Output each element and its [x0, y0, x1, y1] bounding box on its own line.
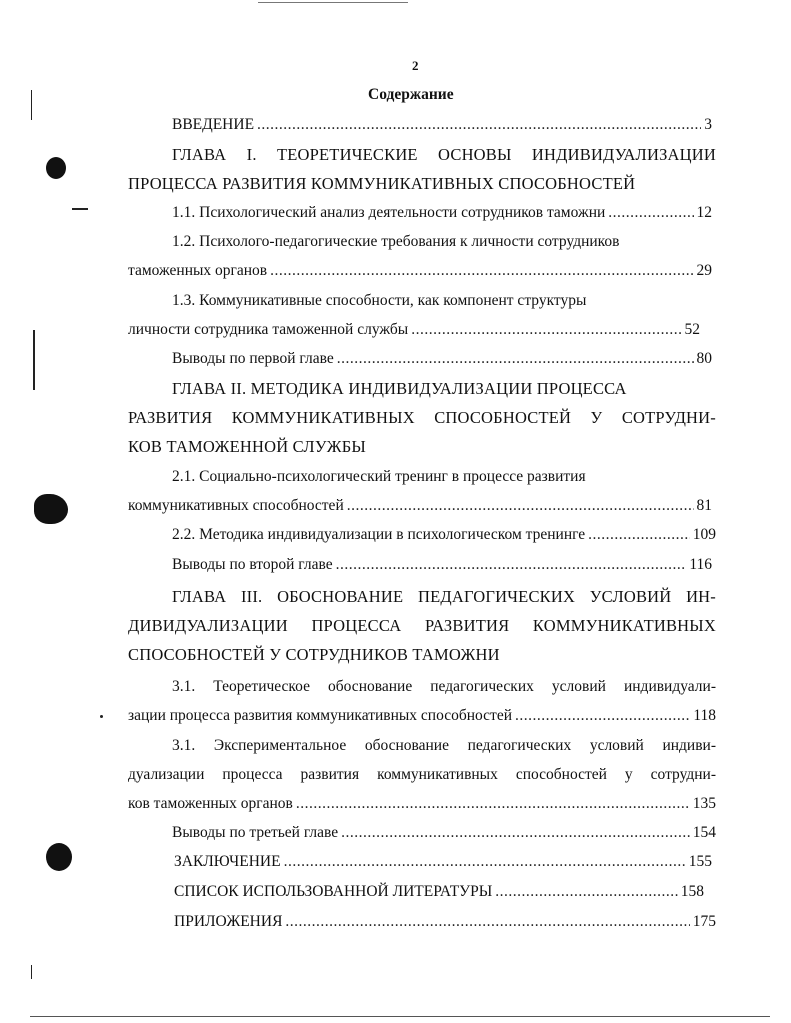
leader-dots [336, 553, 687, 577]
page-title: Содержание [368, 86, 454, 103]
toc-page-number: 29 [696, 262, 712, 279]
toc-entry-conclusions-3 [172, 821, 716, 845]
toc-entry-3-2 [128, 792, 716, 816]
toc-entry-title: ВВЕДЕНИЕ [172, 116, 255, 133]
toc-entry-1-1 [172, 201, 712, 225]
margin-mark [33, 330, 35, 390]
toc-page-number: 116 [689, 556, 712, 573]
toc-entry-title: личности сотрудника таможенной службы [128, 321, 409, 338]
toc-entry-title: ков таможенных органов [128, 795, 293, 812]
leader-dots [341, 821, 690, 845]
leader-dots [270, 259, 693, 283]
leader-dots [411, 318, 681, 342]
scan-bottom-line [30, 1016, 770, 1017]
toc-entry-title: Выводы по первой главе [172, 350, 334, 367]
toc-entry-3-2-line2: дуализации процесса развития коммуникативных способностей у сотрудни- [128, 766, 716, 783]
toc-entry-title: Выводы по второй главе [172, 556, 333, 573]
toc-page-number: 118 [693, 707, 716, 724]
toc-entry-appendix [174, 910, 716, 934]
toc-entry-2-1-line1: 2.1. Социально-психологический тренинг в процессе развития [172, 468, 586, 485]
toc-entry-title: зации процесса развития коммуникативных способностей [128, 707, 512, 724]
toc-page-number: 109 [692, 526, 716, 543]
toc-page-number: 175 [692, 913, 716, 930]
margin-mark [72, 208, 88, 210]
toc-page-number: 3 [704, 116, 712, 133]
toc-chapter-1-line1: ГЛАВА I. ТЕОРЕТИЧЕСКИЕ ОСНОВЫ ИНДИВИДУАЛИЗАЦИИ [172, 145, 716, 164]
toc-entry-title: 2.2. Методика индивидуализации в психологическом тренинге [172, 526, 586, 543]
toc-entry-intro [172, 113, 712, 137]
leader-dots [608, 201, 693, 225]
toc-entry-title: ПРИЛОЖЕНИЯ [174, 913, 283, 930]
toc-entry-title: СПИСОК ИСПОЛЬЗОВАННОЙ ЛИТЕРАТУРЫ [174, 883, 493, 900]
margin-mark [100, 715, 103, 718]
margin-mark [31, 90, 32, 120]
toc-entry-1-3 [128, 318, 700, 342]
punch-hole-top [46, 157, 66, 179]
leader-dots [296, 792, 690, 816]
toc-entry-2-2 [172, 523, 716, 547]
leader-dots [588, 523, 690, 547]
toc-page-number: 12 [696, 204, 712, 221]
leader-dots [285, 910, 689, 934]
punch-hole-bottom [46, 843, 72, 871]
toc-entry-references [174, 880, 704, 904]
toc-entry-1-2 [128, 259, 712, 283]
punch-hole-middle [34, 494, 68, 524]
toc-entry-2-1 [128, 494, 712, 518]
leader-dots [347, 494, 694, 518]
toc-page-number: 155 [688, 853, 712, 870]
toc-entry-title: ЗАКЛЮЧЕНИЕ [174, 853, 281, 870]
toc-page-number: 52 [684, 321, 700, 338]
toc-entry-title: 1.1. Психологический анализ деятельности сотрудников таможни [172, 204, 606, 221]
scan-top-line [258, 2, 408, 3]
toc-entry-3-1-line1: 3.1. Теоретическое обоснование педагогических условий индивидуали- [172, 678, 716, 695]
toc-chapter-2-line1: ГЛАВА II. МЕТОДИКА ИНДИВИДУАЛИЗАЦИИ ПРОЦЕССА [172, 379, 627, 398]
toc-chapter-2-line3: КОВ ТАМОЖЕННОЙ СЛУЖБЫ [128, 437, 366, 456]
toc-chapter-3-line2: ДИВИДУАЛИЗАЦИИ ПРОЦЕССА РАЗВИТИЯ КОММУНИКАТИВНЫХ [128, 616, 716, 635]
toc-entry-1-3-line1: 1.3. Коммуникативные способности, как компонент структуры [172, 292, 587, 309]
toc-chapter-1-line2: ПРОЦЕССА РАЗВИТИЯ КОММУНИКАТИВНЫХ СПОСОБНОСТЕЙ [128, 174, 636, 193]
toc-entry-3-2-line1: 3.1. Экспериментальное обоснование педагогических условий индиви- [172, 737, 716, 754]
toc-page-number: 135 [692, 795, 716, 812]
leader-dots [284, 850, 686, 874]
toc-chapter-3-line1: ГЛАВА III. ОБОСНОВАНИЕ ПЕДАГОГИЧЕСКИХ УСЛОВИЙ ИН- [172, 587, 716, 606]
toc-chapter-2-line2: РАЗВИТИЯ КОММУНИКАТИВНЫХ СПОСОБНОСТЕЙ У СОТРУДНИ- [128, 408, 716, 427]
toc-entry-3-1 [128, 704, 716, 728]
toc-entry-title: таможенных органов [128, 262, 268, 279]
toc-page-number: 154 [692, 824, 716, 841]
toc-entry-conclusion [174, 850, 712, 874]
leader-dots [515, 704, 690, 728]
toc-entry-title: коммуникативных способностей [128, 497, 344, 514]
toc-chapter-3-line3: СПОСОБНОСТЕЙ У СОТРУДНИКОВ ТАМОЖНИ [128, 645, 500, 664]
leader-dots [257, 113, 701, 137]
leader-dots [337, 347, 694, 371]
page-number: 2 [412, 58, 419, 73]
leader-dots [495, 880, 677, 904]
toc-page-number: 81 [696, 497, 712, 514]
toc-entry-conclusions-2 [172, 553, 712, 577]
toc-entry-conclusions-1 [172, 347, 712, 371]
toc-entry-title: Выводы по третьей главе [172, 824, 339, 841]
toc-entry-1-2-line1: 1.2. Психолого-педагогические требования к личности сотрудников [172, 233, 620, 250]
toc-page-number: 158 [680, 883, 704, 900]
margin-mark [31, 965, 32, 979]
toc-page-number: 80 [696, 350, 712, 367]
